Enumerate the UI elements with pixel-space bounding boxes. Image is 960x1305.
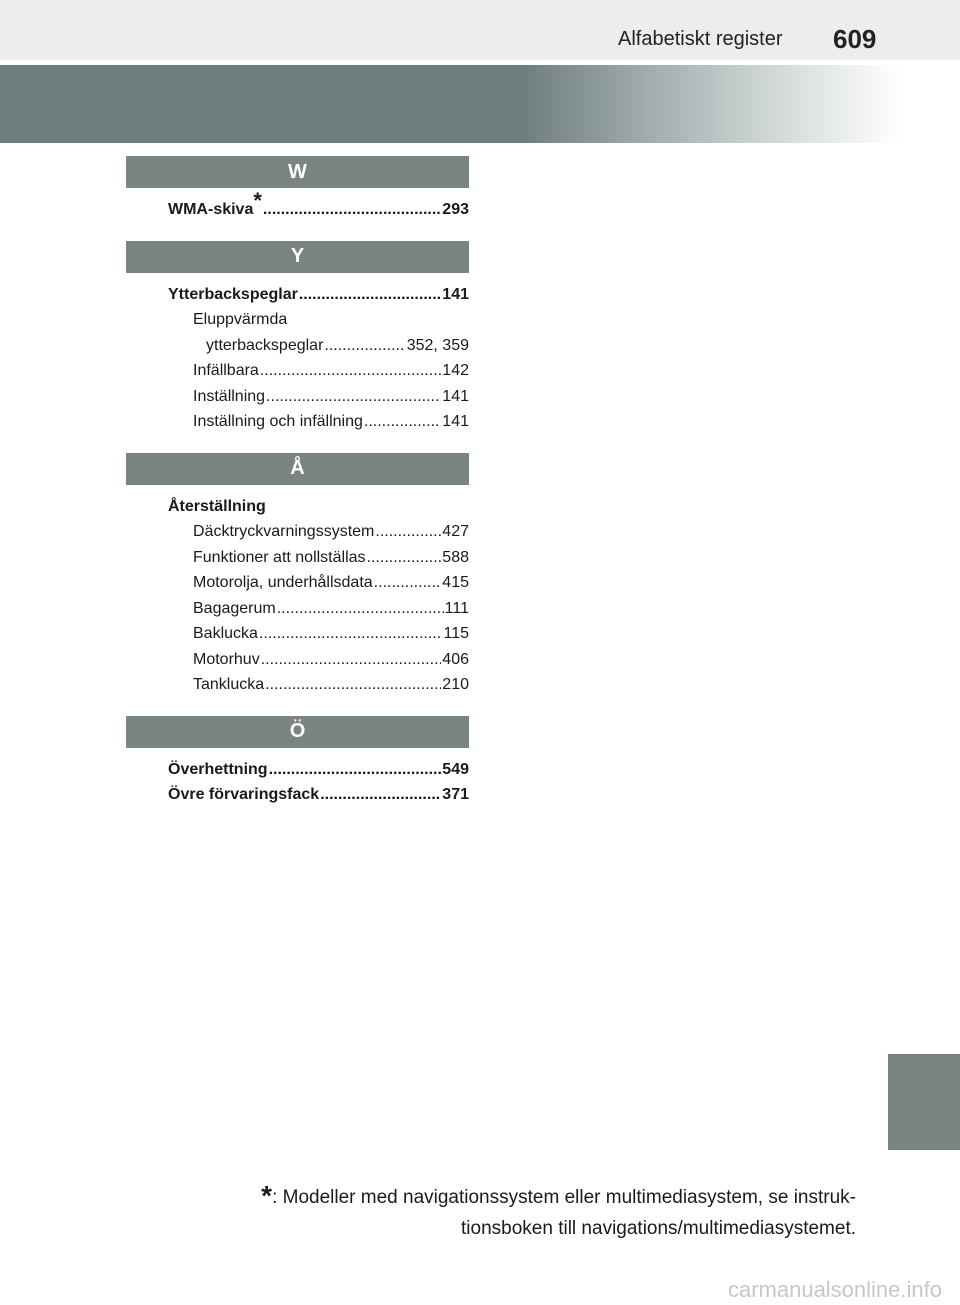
entry-page-ref: 141 <box>442 285 469 303</box>
entry-text: Eluppvärmda <box>193 311 288 328</box>
index-entry <box>126 409 469 435</box>
chapter-side-tab <box>888 1054 960 1150</box>
entry-page-ref: 210 <box>442 676 469 693</box>
index-entry <box>126 333 469 359</box>
index-entry <box>126 545 469 571</box>
footnote-line-1 <box>176 1178 856 1213</box>
index-entry <box>126 282 469 308</box>
entry-page-ref: 415 <box>442 574 469 591</box>
dot-leader <box>260 358 441 384</box>
dot-leader <box>299 282 441 308</box>
index-entry <box>126 672 469 698</box>
index-entry <box>126 519 469 545</box>
dot-leader <box>324 333 405 359</box>
footnote-asterisk: * <box>261 1180 273 1211</box>
index-entry <box>126 307 469 333</box>
index-entry <box>126 647 469 673</box>
dot-leader <box>269 757 442 783</box>
dot-leader <box>265 672 441 698</box>
entry-page-ref: 427 <box>442 523 469 540</box>
dot-leader <box>266 384 441 410</box>
entry-text: Baklucka <box>193 625 258 642</box>
page-number: 609 <box>833 24 877 54</box>
index-entry <box>126 757 469 783</box>
index-entry: WMA-skiva * ..... 293 <box>126 197 469 223</box>
section-letter-header: Ö <box>126 716 469 748</box>
entry-text: Motorhuv <box>193 650 260 668</box>
entry-text: Inställning och infällning <box>193 413 363 430</box>
entry-text: Övre förvaringsfack <box>168 786 320 803</box>
dot-leader <box>263 197 441 223</box>
entry-page-ref: 141 <box>442 387 469 405</box>
index-section <box>126 716 469 808</box>
dot-leader <box>375 519 441 545</box>
section-letter-header: Å <box>126 453 469 485</box>
entry-page-ref: 115 <box>443 625 469 642</box>
entry-page-ref: 549 <box>442 760 469 778</box>
watermark: carmanualsonline.info <box>727 1277 942 1302</box>
chapter-banner <box>0 65 900 143</box>
section-letter-header: Y <box>126 241 469 273</box>
entry-text: Infällbara <box>193 362 259 379</box>
entry-text: Tanklucka <box>193 676 265 693</box>
entry-text: WMA-skiva <box>168 201 254 218</box>
dot-leader <box>374 570 442 596</box>
index-entry <box>126 494 469 520</box>
dot-leader <box>367 545 442 571</box>
entry-text: Bagagerum <box>193 599 276 617</box>
entry-text: Funktioner att nollställas <box>193 548 366 566</box>
entry-text: Återställning <box>168 497 266 515</box>
entry-page-ref: 371 <box>442 786 469 803</box>
index-section <box>126 453 469 698</box>
index-entry <box>126 358 469 384</box>
index-entry <box>126 782 469 808</box>
index-section <box>126 156 469 223</box>
index-section <box>126 241 469 435</box>
entry-text: Inställning <box>193 387 266 405</box>
index-entry <box>126 621 469 647</box>
footnote <box>176 1178 856 1244</box>
entry-page-ref: 111 <box>444 599 469 617</box>
entry-text: Överhettning <box>168 760 268 778</box>
index-entry <box>126 384 469 410</box>
dot-leader <box>320 782 441 808</box>
entry-page-ref: 352, 359 <box>406 336 469 354</box>
entry-page-ref: 406 <box>442 650 469 668</box>
entry-page-ref: 142 <box>442 362 469 379</box>
entry-text: Däcktryckvarningssystem <box>193 523 375 540</box>
entry-text: Ytterbackspeglar <box>168 285 298 303</box>
header-title: Alfabetiskt register <box>618 28 783 50</box>
footnote-text-1: : Modeller med navigationssystem eller multimediasystem, se instruk- <box>272 1187 856 1208</box>
dot-leader <box>261 647 442 673</box>
entry-page-ref: 141 <box>442 413 469 430</box>
section-letter-header: W <box>126 156 469 188</box>
index-entry <box>126 570 469 596</box>
entry-page-ref: 293 <box>442 201 469 218</box>
dot-leader <box>259 621 443 647</box>
page-header <box>0 0 960 60</box>
entry-text: ytterbackspeglar <box>206 336 324 354</box>
alphabetical-index <box>126 156 469 826</box>
entry-page-ref: 588 <box>442 548 469 566</box>
dot-leader <box>277 596 444 622</box>
entry-text: Motorolja, underhållsdata <box>193 574 373 591</box>
dot-leader <box>364 409 441 435</box>
index-entry <box>126 596 469 622</box>
footnote-line-2: tionsboken till navigations/multimediasystemet. <box>461 1218 856 1239</box>
